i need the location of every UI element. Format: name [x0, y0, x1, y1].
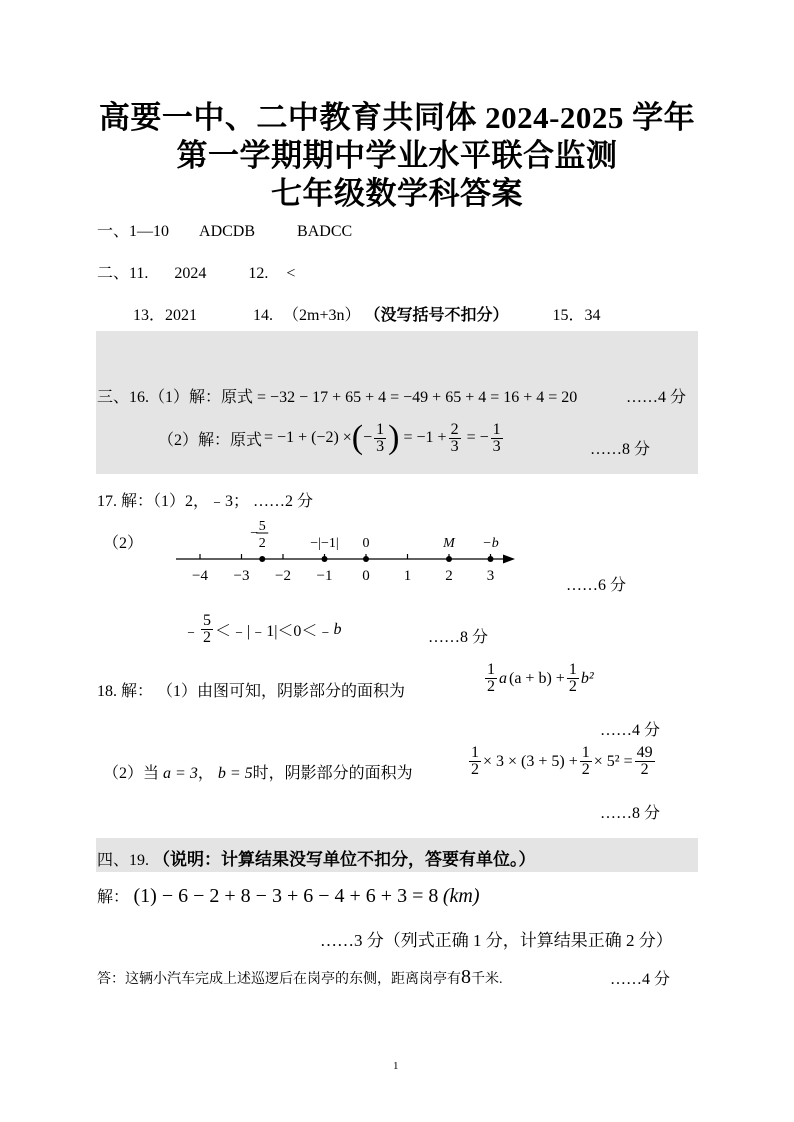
- q16-2-row: [158, 421, 505, 455]
- point-label: 0: [362, 536, 370, 551]
- q16-2-eq: = −: [466, 429, 489, 446]
- fraction-denominator: 2: [471, 761, 479, 778]
- q16-2-score: ……8 分: [590, 441, 651, 458]
- fraction-five-halves: [201, 613, 213, 646]
- arrow-icon: [503, 555, 515, 564]
- q18-part-2-label: （2）当: [103, 765, 160, 782]
- q16-1-expression: = −32 − 17 + 65 + 4 = −49 + 65 + 4 = 16 + 4 = 20: [257, 389, 578, 406]
- point-label-minus: −: [250, 526, 259, 541]
- a-value: a = 3: [163, 765, 198, 782]
- fraction-one-half-4: [580, 745, 592, 778]
- fraction-denominator: 2: [203, 629, 212, 646]
- section-2-prefix: 二、11.: [97, 265, 149, 282]
- q19-header: [97, 845, 536, 870]
- q18-score-4: ……4 分: [600, 722, 661, 739]
- minus-sign: −: [363, 429, 373, 446]
- fraction-numerator: 1: [568, 661, 577, 678]
- expression-end: × 5² =: [593, 752, 633, 770]
- number-line-point: [446, 556, 452, 562]
- number-line-point: [259, 556, 265, 562]
- title-line-3: 七年级数学科答案: [271, 176, 523, 211]
- q19-answer-unit: 千米.: [471, 972, 503, 987]
- q19-solution-label: 解：: [97, 889, 130, 906]
- fraction-numerator: 1: [471, 744, 479, 761]
- variable-b-squared: b²: [580, 669, 594, 687]
- fraction-denominator: 3: [450, 437, 459, 455]
- b-value: b = 5: [217, 765, 253, 782]
- answer-11: 2024: [174, 265, 207, 282]
- point-label: M: [443, 536, 455, 551]
- q19-answer: [97, 966, 503, 989]
- q19-prefix: 四、19.: [97, 852, 150, 869]
- inequality-chain: ＜﹣|﹣1|＜0＜﹣: [215, 623, 334, 640]
- fraction-denominator: 3: [492, 437, 501, 455]
- q18-expression-1: [483, 662, 594, 695]
- q16-1-label: 三、16.（1）解：原式: [97, 389, 254, 406]
- fraction-numerator: 49: [636, 744, 653, 761]
- fraction-denominator: 2: [568, 678, 577, 695]
- fraction-denominator: 2: [487, 678, 495, 695]
- expression-paren: (a + b) +: [509, 669, 565, 687]
- title-line-1: 高要一中、二中教育共同体 2024-2025 学年: [98, 100, 696, 135]
- number-line-tick-label: 0: [362, 568, 370, 584]
- number-line-point: [363, 556, 369, 562]
- section-1-group-2: BADCC: [297, 223, 353, 240]
- point-label-denominator: 2: [258, 536, 266, 551]
- fraction-denominator: 2: [581, 761, 590, 778]
- fraction-numerator: 5: [203, 612, 212, 629]
- q18-score-8: ……8 分: [600, 805, 661, 822]
- number-line-tick-label: 1: [403, 568, 412, 584]
- fraction-one-half-2: [567, 662, 579, 695]
- variable-a: a: [499, 669, 507, 687]
- q18-part-1-label: 18. 解： （1）由图可知，阴影部分的面积为: [97, 683, 406, 700]
- q19-solution-expression: (1) − 6 − 2 + 8 − 3 + 6 − 4 + 6 + 3 = 8: [133, 885, 439, 907]
- fraction-numerator: 1: [376, 420, 385, 438]
- expression-mid: × 3 × (3 + 5) +: [483, 752, 578, 770]
- number-line-tick-label: 3: [486, 568, 495, 584]
- fraction-numerator: 1: [487, 661, 495, 678]
- right-paren: ): [388, 419, 400, 456]
- fraction-denominator: 2: [640, 761, 649, 778]
- inequality-minus: ﹣: [183, 623, 200, 640]
- fraction-numerator: 1: [581, 744, 590, 761]
- section-2-row-2: [133, 302, 601, 325]
- question-14: 14.: [253, 307, 274, 324]
- number-line-tick-label: −1: [316, 568, 333, 584]
- point-label: −|−1|: [310, 536, 339, 551]
- fraction-denominator: 3: [376, 437, 385, 455]
- q16-2-pre: = −1 + (−2) ×: [264, 429, 352, 446]
- answer-13: 13．2021: [133, 307, 198, 324]
- q19-solution: [97, 884, 480, 908]
- note-14: （没写括号不扣分）: [364, 307, 509, 324]
- left-paren: (: [351, 419, 364, 456]
- number-line-point: [488, 556, 494, 562]
- q18-expression-2: [467, 745, 657, 778]
- fraction-two-thirds: [449, 422, 461, 455]
- q18-part-2-row: （2）当 a = 3， b = 5时，阴影部分的面积为: [103, 765, 413, 782]
- number-line-tick-label: −3: [233, 568, 250, 584]
- q16-2-label: （2）解：原式: [158, 431, 263, 449]
- q17-score-6: ……6 分: [566, 577, 627, 594]
- section-2-row-1: [97, 260, 295, 283]
- variable-b: b: [333, 620, 342, 638]
- q19-answer-number: 8: [461, 966, 471, 988]
- q19-note: （说明：计算结果没写单位不扣分，答要有单位。）: [153, 850, 536, 869]
- number-line: [160, 515, 540, 590]
- q16-1-row: [97, 384, 577, 407]
- fraction-one-half: [485, 662, 497, 695]
- q17-part-1: 17. 解：（1）2，﹣3； ……2 分: [97, 493, 314, 510]
- number-line-tick-label: 2: [445, 568, 453, 584]
- answer-14: （2m+3n）: [283, 307, 361, 324]
- q18-part-2-text: 时，阴影部分的面积为: [252, 765, 413, 782]
- fraction-one-third-a: [374, 422, 386, 455]
- q19-unit: (km): [442, 885, 480, 907]
- fraction-numerator: 1: [492, 420, 501, 438]
- section-1-prefix: 一、1—10: [97, 223, 170, 240]
- number-line-tick-label: −4: [192, 568, 208, 584]
- title-line-2: 第一学期期中学业水平联合监测: [176, 138, 618, 173]
- q17-inequality: [183, 613, 341, 646]
- q17-part-2-label: （2）: [103, 535, 144, 552]
- number-line-tick-label: −2: [275, 568, 291, 584]
- section-1-row: [97, 218, 352, 241]
- q16-1-score: ……4 分: [626, 389, 687, 406]
- answer-12: <: [286, 265, 296, 282]
- fraction-49-halves: [635, 745, 655, 778]
- fraction-one-half-3: [469, 745, 481, 778]
- point-label: −b: [482, 536, 499, 551]
- q19-score-3: ……3 分（列式正确 1 分，计算结果正确 2 分）: [320, 931, 673, 950]
- q19-score-4: ……4 分: [610, 971, 671, 988]
- question-12: 12.: [248, 265, 269, 282]
- section-1-group-1: ADCDB: [199, 223, 256, 240]
- fraction-one-third-b: [491, 422, 503, 455]
- q16-2-mid: = −1 +: [403, 429, 447, 446]
- number-line-point: [322, 556, 328, 562]
- q17-score-8: ……8 分: [428, 629, 489, 646]
- fraction-numerator: 2: [450, 420, 459, 438]
- q19-answer-text: 答：这辆小汽车完成上述巡逻后在岗亭的东侧，距离岗亭有: [97, 972, 461, 987]
- answer-15: 15．34: [552, 307, 601, 324]
- point-label-numerator: 5: [258, 519, 266, 534]
- page-number: 1: [393, 1060, 399, 1072]
